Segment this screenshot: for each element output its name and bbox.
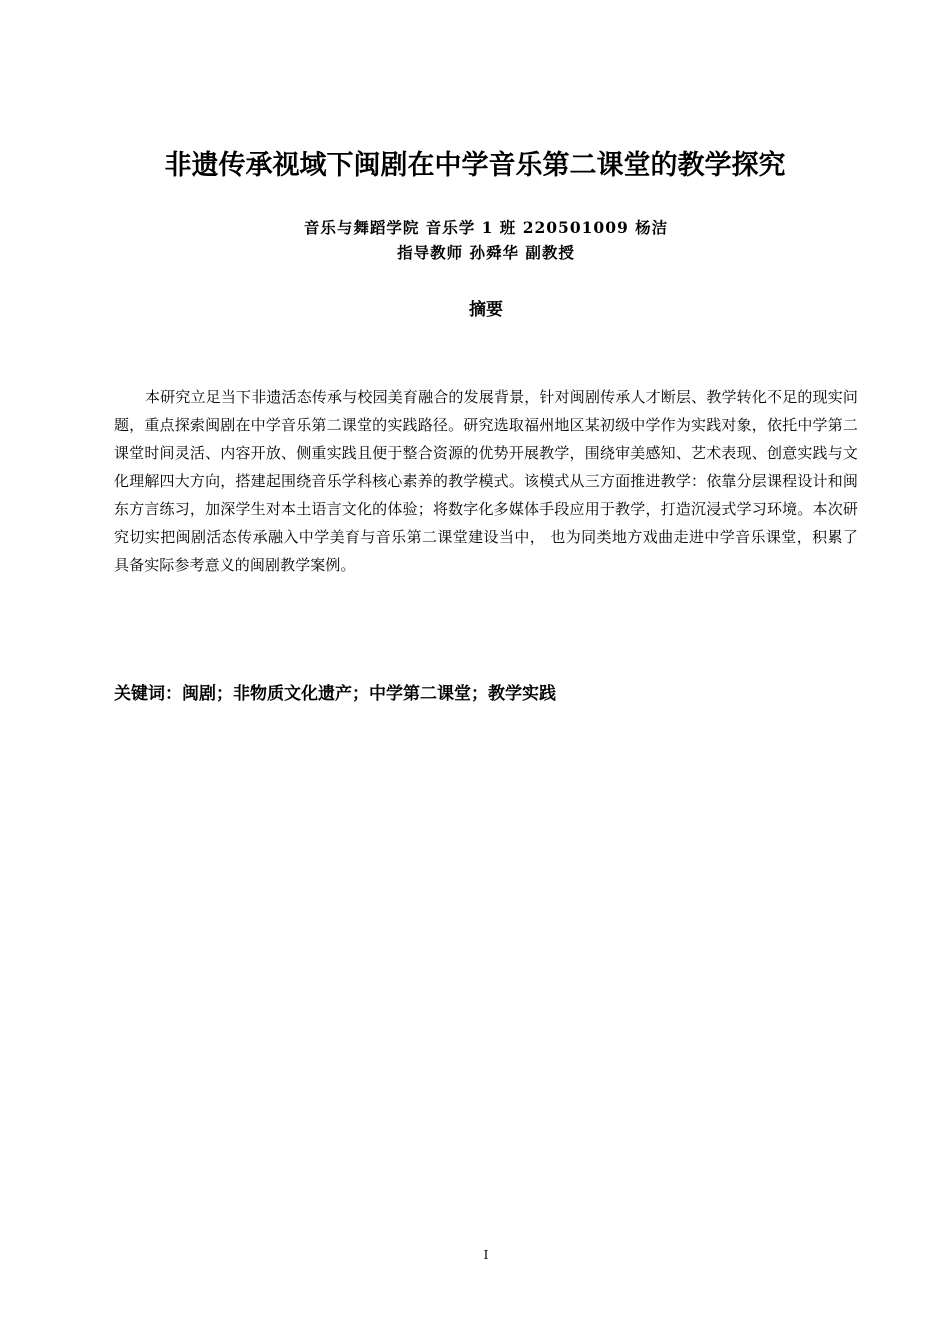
- advisor-info: 指导教师 孙舜华 副教授: [397, 243, 575, 262]
- abstract-body: 本研究立足当下非遗活态传承与校园美育融合的发展背景，针对闽剧传承人才断层、教学转化不足的现实问题，重点探索闽剧在中学音乐第二课堂的实践路径。研究选取福州地区某初级中学作为实践对象，依托中学第二课堂时间灵活、内容开放、侧重实践且便于整合资源的优势开展教学，围绕审美感知、艺术表现、创意实践与文化理解四大方向，搭建起围绕音乐学科核心素养的教学模式。该模式从三方面推进教学：依靠分层课程设计和闽东方言练习，加深学生对本土语言文化的体验；将数字化多媒体手段应用于教学，打造沉浸式学习环境。本次研究切实把闽剧活态传承融入中学美育与音乐第二课堂建设当中， 也为同类地方戏曲走进中学音乐课堂，积累了具备实际参考意义的闽剧教学案例。: [114, 388, 858, 574]
- paper-title: 非遗传承视域下闽剧在中学音乐第二课堂的教学探究: [164, 150, 786, 181]
- page-number: I: [483, 1248, 489, 1262]
- keywords: 关键词：闽剧；非物质文化遗产；中学第二课堂；教学实践: [114, 684, 556, 704]
- author-info: 音乐与舞蹈学院 音乐学 1 班 220501009 杨洁: [303, 218, 669, 237]
- abstract-heading: 摘要: [469, 300, 503, 320]
